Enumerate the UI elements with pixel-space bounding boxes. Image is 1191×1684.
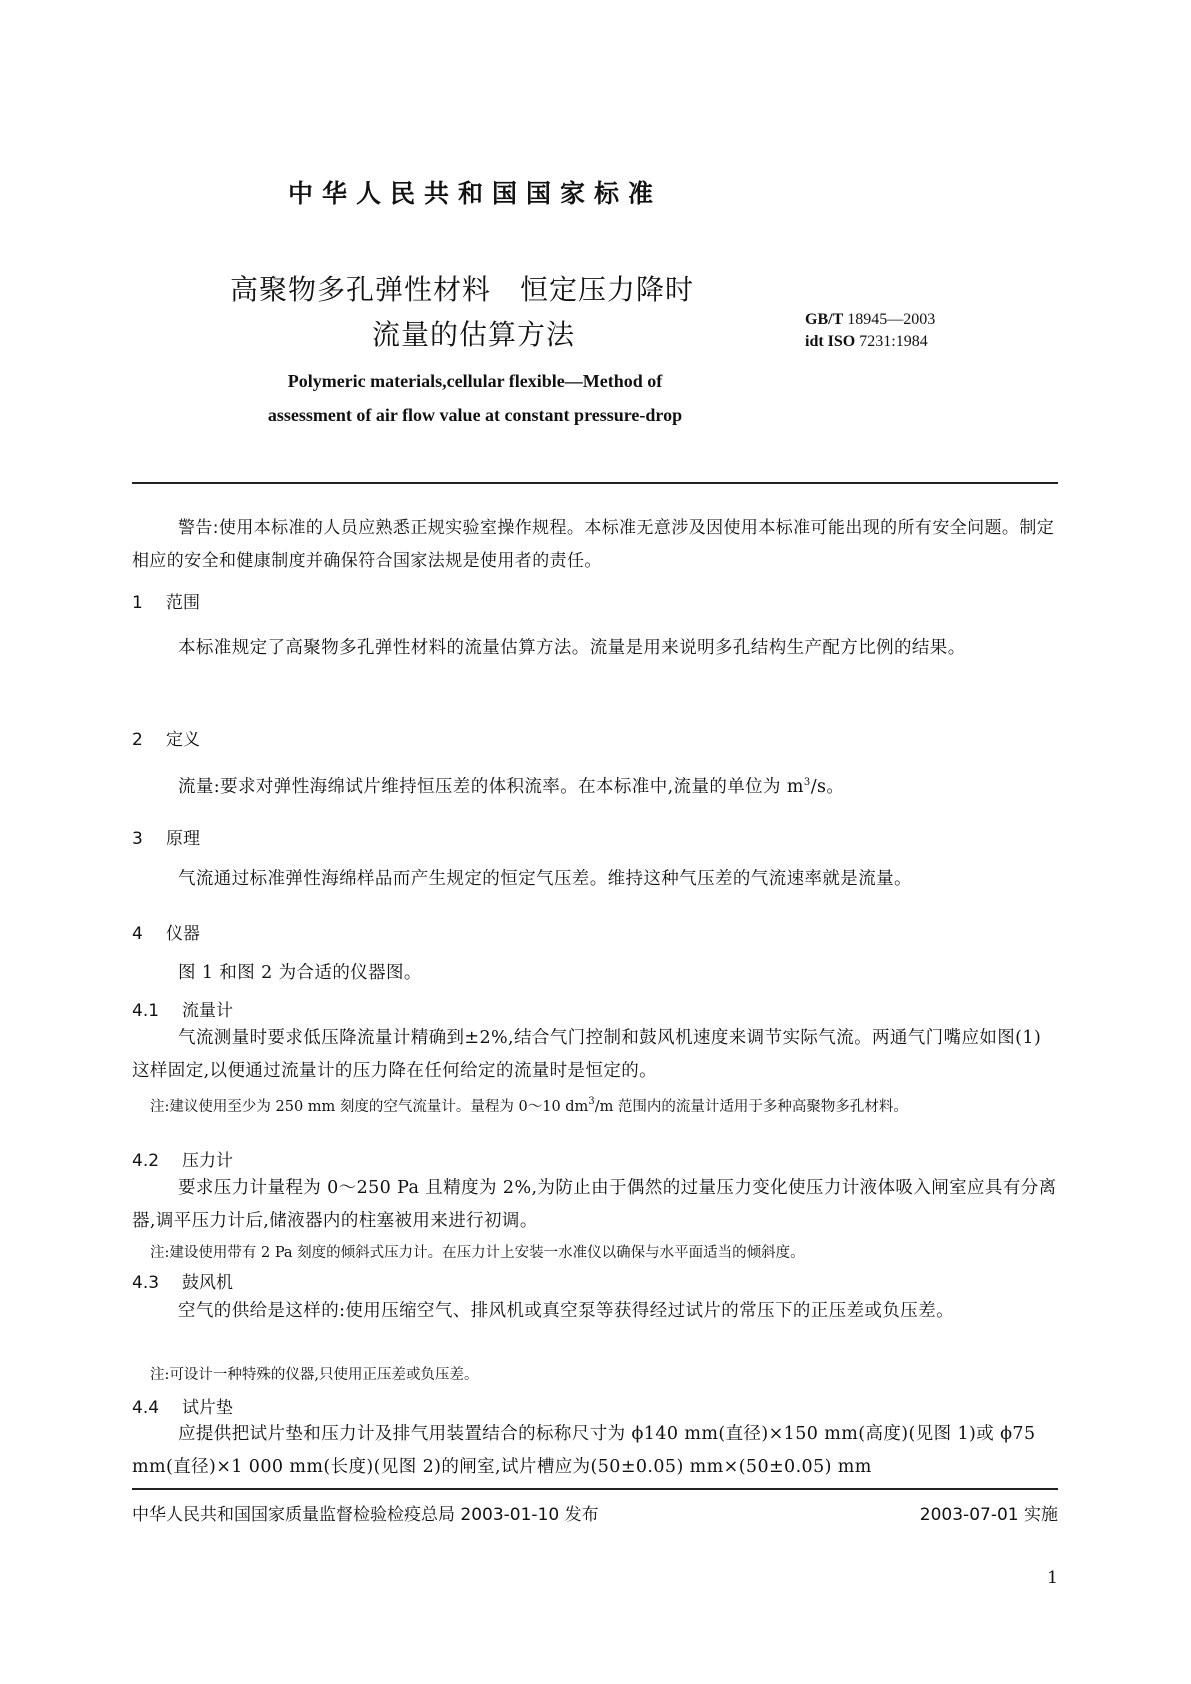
section-4-2-note: 注:建设使用带有 2 Pa 刻度的倾斜式压力计。在压力计上安装一水准仪以确保与水平面适当的倾斜度。 [150, 1245, 805, 1261]
section-4-3-text: 空气的供给是这样的:使用压缩空气、排风机或真空泵等获得经过试片的常压下的正压差或负压差。 [178, 1301, 954, 1321]
section-4-2-text: 要求压力计量程为 0～250 Pa 且精度为 2%,为防止由于偶然的过量压力变化使压力计液体吸入闸室应具有分离器,调平压力计后,储液器内的柱塞被用来进行初调。 [132, 1178, 1057, 1231]
section-1-heading: 1 范围 [132, 593, 200, 613]
section-4-1-text: 气流测量时要求低压降流量计精确到±2%,结合气门控制和鼓风机速度来调节实际气流。两通气门嘴应如图(1)这样固定,以便通过流量计的压力降在任何给定的流量时是恒定的。 [132, 1028, 1042, 1081]
footer-divider [132, 1488, 1058, 1490]
section-4-text: 图 1 和图 2 为合适的仪器图。 [178, 963, 422, 983]
section-4-1-note: 注:建议使用至少为 250 mm 刻度的空气流量计。量程为 0～10 $dm^3/m$ 范围内的流量计适用于多种高聚物多孔材料。 [150, 1096, 908, 1115]
section-3-heading: 3 原理 [132, 829, 200, 849]
section-3-text: 气流通过标准弹性海绵样品而产生规定的恒定气压差。维持这种气压差的气流速率就是流量。 [178, 869, 912, 889]
english-title-line2: assessment of air flow value at constant pressure-drop [267, 405, 683, 425]
english-title-line1: Polymeric materials,cellular flexible—Method of [287, 371, 663, 391]
section-4-4-text: 应提供把试片垫和压力计及排气用装置结合的标称尺寸为 ϕ140 mm(直径)×150 mm(高度)(见图 1)或 ϕ75 mm(直径)×1 000 mm(长度)(见图 2)的闸室,试片槽应为(50±0.05) mm×(50±0.05) mm [132, 1424, 1036, 1477]
section-4-4-heading: 4.4 试片垫 [132, 1398, 233, 1418]
national-standard-heading: 中华人民共和国国家标准 [287, 179, 662, 208]
section-4-2-heading: 4.2 压力计 [132, 1151, 233, 1171]
chinese-title-line2: 流量的估算方法 [372, 318, 576, 351]
header-divider [132, 482, 1058, 484]
section-4-1-heading: 4.1 流量计 [132, 1001, 233, 1021]
implementation-date: 2003-07-01 实施 [919, 1505, 1058, 1525]
chinese-title-line1: 高聚物多孔弹性材料 恒定压力降时 [230, 273, 695, 306]
standard-number-block [805, 309, 935, 353]
idt-reference: idt ISO 7231:1984 [805, 333, 928, 350]
warning-paragraph: 警告:使用本标准的人员应熟悉正规实验室操作规程。本标准无意涉及因使用本标准可能出现的所有安全问题。制定相应的安全和健康制度并确保符合国家法规是使用者的责任。 [132, 518, 1055, 571]
section-1-text: 本标准规定了高聚物多孔弹性材料的流量估算方法。流量是用来说明多孔结构生产配方比例的结果。 [178, 638, 966, 658]
issue-statement: 中华人民共和国国家质量监督检验检疫总局 2003-01-10 发布 [132, 1505, 599, 1525]
section-4-3-heading: 4.3 鼓风机 [132, 1273, 233, 1293]
section-4-3-note: 注:可设计一种特殊的仪器,只使用正压差或负压差。 [150, 1367, 479, 1383]
standard-number: GB/T 18945—2003 [805, 311, 936, 328]
page-number: 1 [1047, 1568, 1058, 1588]
section-2-text: 流量:要求对弹性海绵试片维持恒压差的体积流率。在本标准中,流量的单位为 $m^3/s$。 [178, 777, 845, 797]
section-2-heading: 2 定义 [132, 730, 200, 750]
section-4-heading: 4 仪器 [132, 924, 200, 944]
